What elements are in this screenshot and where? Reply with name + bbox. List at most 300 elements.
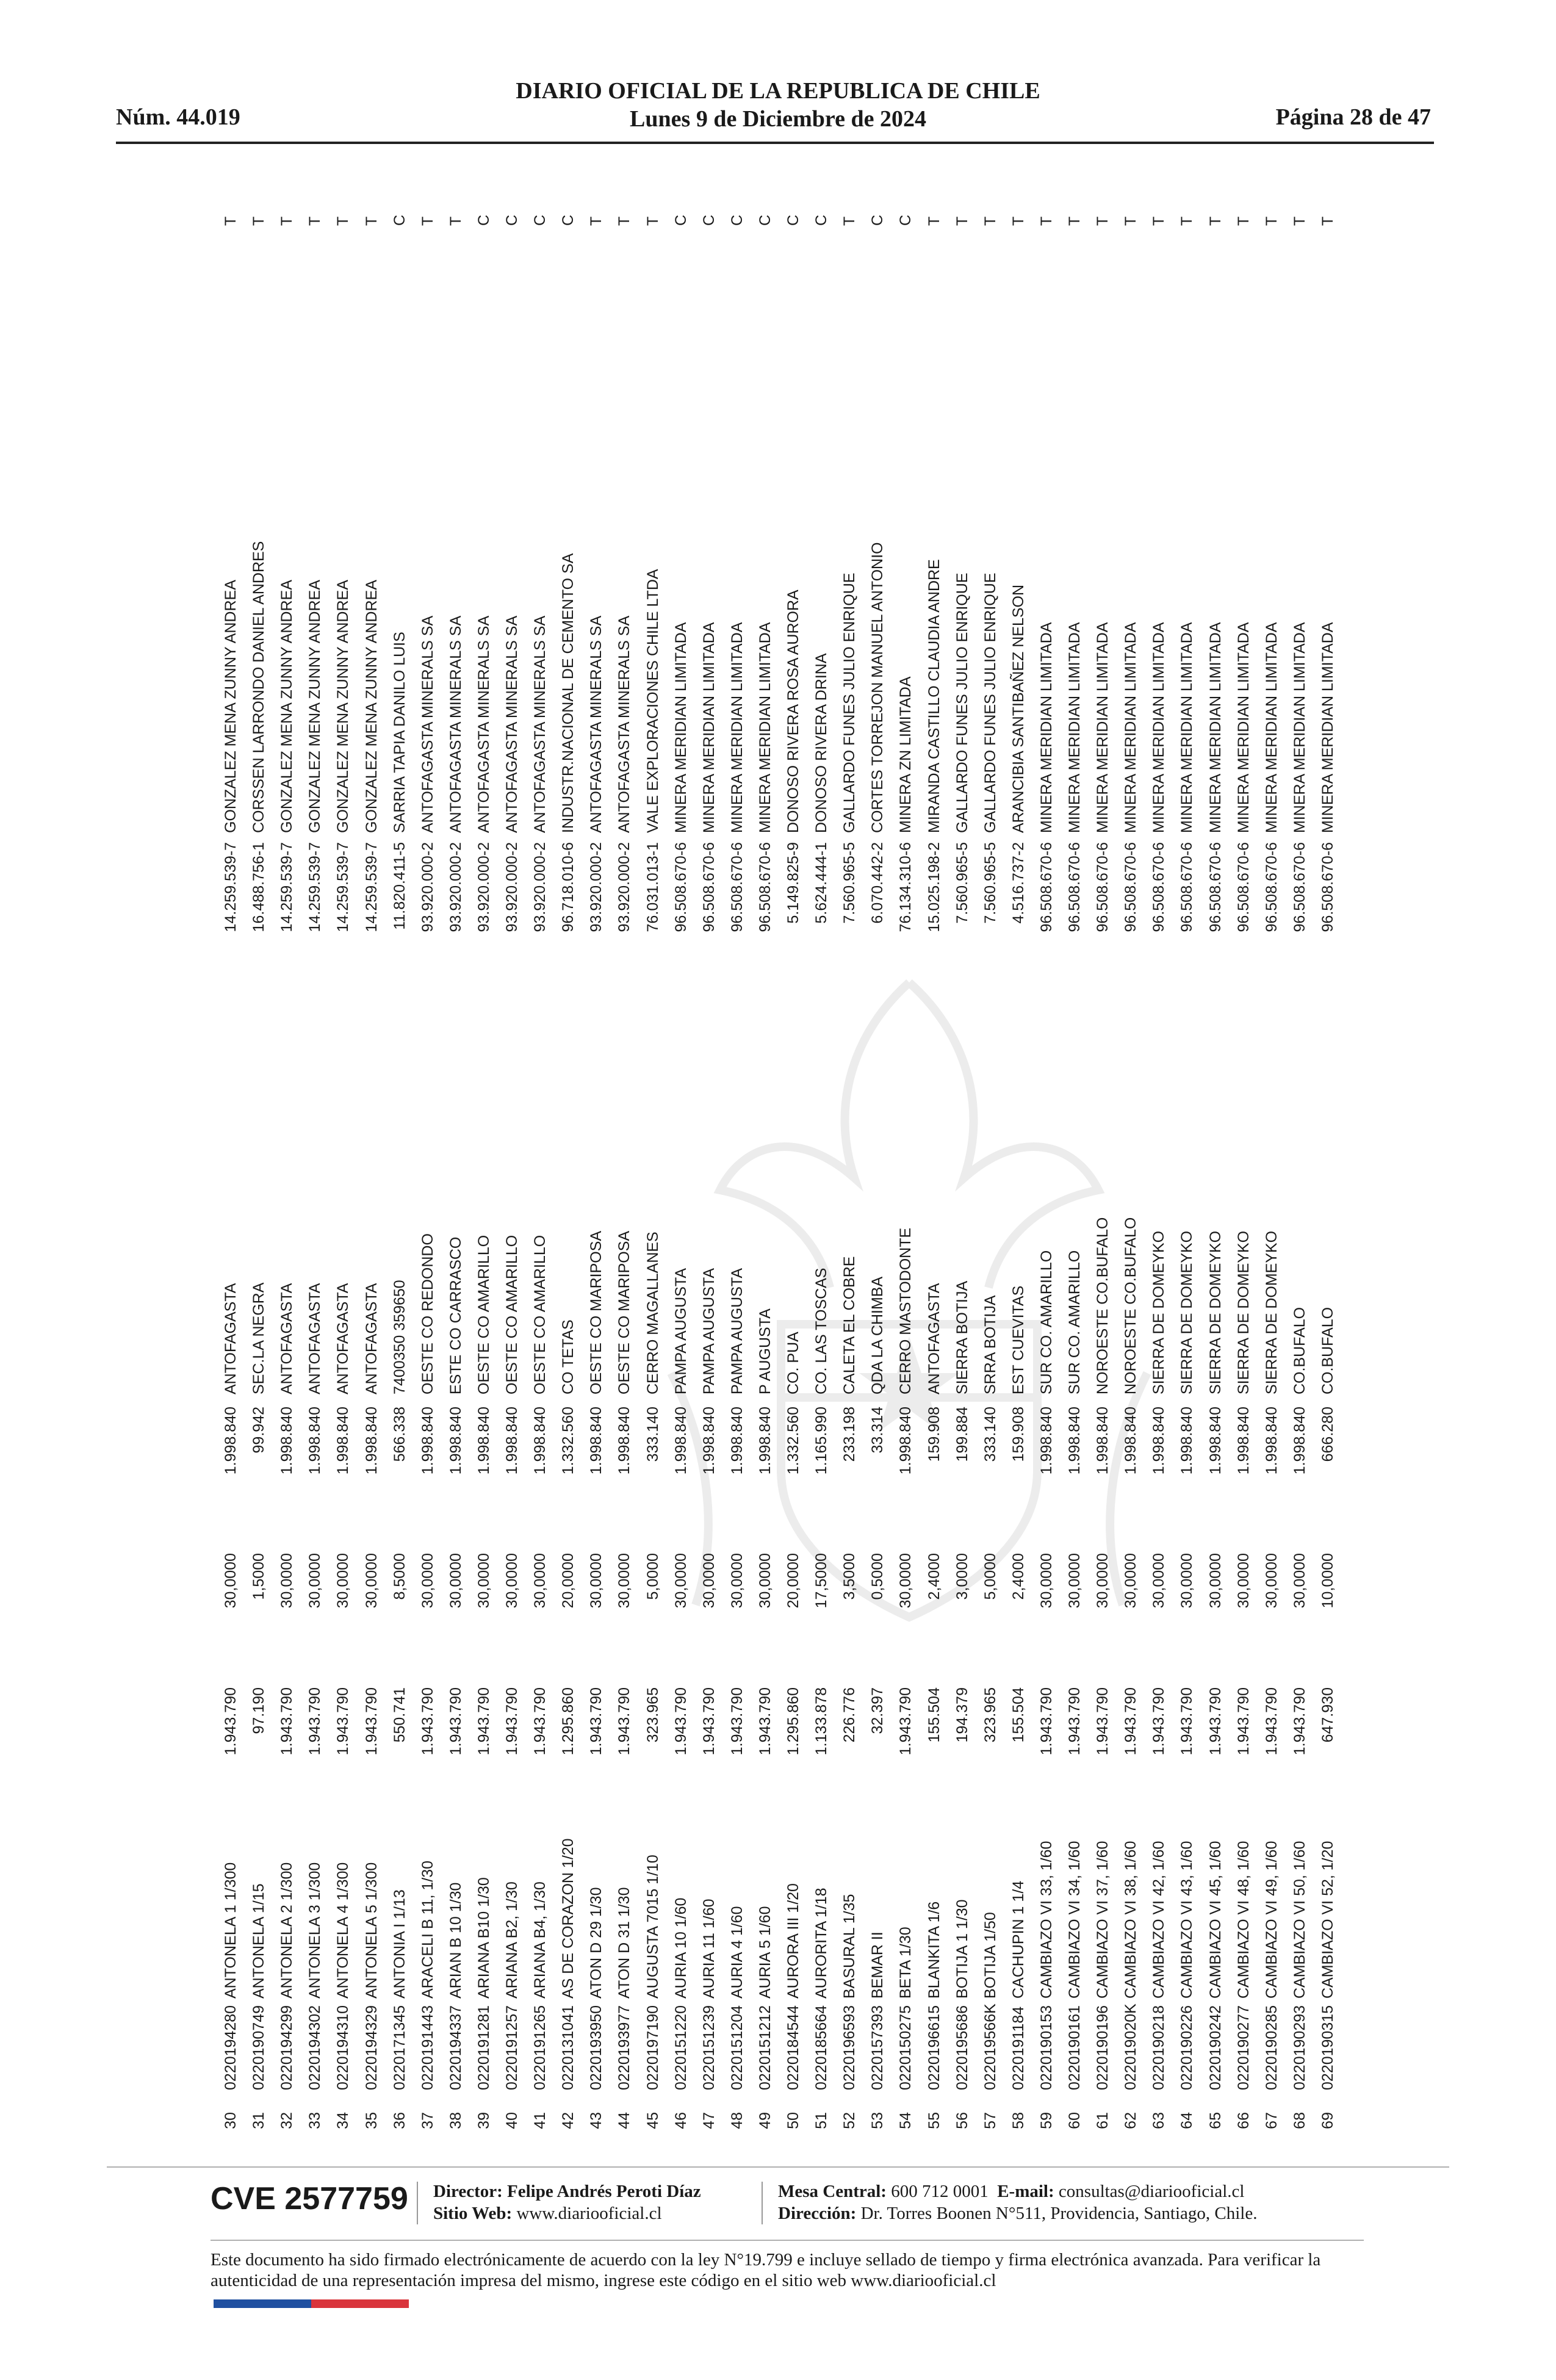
row-concession-name: ARACELI B 11, 1/30: [419, 1860, 436, 1999]
row-number: 66: [1234, 2112, 1252, 2129]
row-surface: 1.295.860: [785, 1687, 802, 1756]
row-owner: VALE EXPLORACIONES CHILE LTDA: [644, 569, 661, 833]
table-row: [554, 211, 582, 2139]
table-row: [1032, 211, 1061, 2139]
row-location: ANTOFAGASTA: [222, 1283, 239, 1394]
row-rol: 0220184544: [785, 2005, 802, 2090]
row-concession-name: CAMBIAZO VI 43, 1/60: [1178, 1841, 1196, 1999]
row-surface: 97.190: [250, 1687, 268, 1734]
row-location: SUR CO. AMARILLO: [1066, 1250, 1083, 1394]
row-rut: 96.508.670-6: [1094, 842, 1112, 932]
row-rut: 15.025.198-2: [925, 842, 943, 932]
table-row: [1314, 211, 1342, 2139]
row-rol: 022019020K: [1122, 2003, 1140, 2090]
row-surface: 1.943.790: [1234, 1687, 1252, 1756]
row-location: PAMPA AUGUSTA: [728, 1268, 746, 1394]
row-owner: MINERA MERIDIAN LIMITADA: [1178, 622, 1196, 833]
row-owner: DONOSO RIVERA DRINA: [813, 653, 830, 833]
row-rol: 0220194337: [447, 2005, 464, 2090]
row-owner: MINERA MERIDIAN LIMITADA: [1206, 622, 1224, 833]
row-surface: 550.741: [391, 1687, 408, 1743]
table-row: [217, 211, 245, 2139]
row-rut: 96.508.670-6: [1150, 842, 1168, 932]
row-type: T: [447, 216, 464, 226]
row-concession-name: AURIA 5 1/60: [756, 1906, 774, 1999]
row-rol: 0220194299: [278, 2005, 296, 2090]
row-value: 1.332.560: [560, 1407, 577, 1475]
row-number: 32: [278, 2112, 296, 2129]
row-type: C: [869, 214, 887, 226]
row-owner: GONZALEZ MENA ZUNNY ANDREA: [334, 580, 352, 833]
row-location: SIERRA BOTIJA: [953, 1280, 971, 1394]
row-location: ANTOFAGASTA: [306, 1283, 324, 1394]
row-hectares: 1,5000: [250, 1553, 268, 1600]
director-block: [433, 2180, 701, 2224]
row-rut: 96.508.670-6: [728, 842, 746, 932]
row-rol: 0220194302: [306, 2005, 324, 2090]
row-location: OESTE CO MARIPOSA: [588, 1230, 605, 1394]
row-value: 1.998.840: [728, 1407, 746, 1475]
row-hectares: 30,0000: [1291, 1553, 1308, 1609]
row-rut: 14.259.539-7: [306, 842, 324, 932]
row-type: T: [1009, 216, 1027, 226]
row-type: C: [672, 214, 690, 226]
row-surface: 1.133.878: [813, 1687, 830, 1756]
row-owner: MINERA MERIDIAN LIMITADA: [1150, 622, 1168, 833]
row-value: 1.998.840: [306, 1407, 324, 1475]
row-rol: 0220190277: [1234, 2005, 1252, 2090]
row-owner: MINERA MERIDIAN LIMITADA: [672, 622, 690, 833]
row-surface: 1.943.790: [728, 1687, 746, 1756]
table-row: [863, 211, 891, 2139]
row-value: 1.998.840: [1122, 1407, 1140, 1475]
row-rut: 96.508.670-6: [1037, 842, 1055, 932]
row-number: 42: [560, 2112, 577, 2129]
row-owner: MINERA MERIDIAN LIMITADA: [728, 622, 746, 833]
footer-separator: [762, 2182, 763, 2224]
row-value: 1.998.840: [1234, 1407, 1252, 1475]
row-rol: 0220193977: [616, 2005, 633, 2090]
row-location: CO. LAS TOSCAS: [813, 1268, 830, 1394]
row-concession-name: ANTONELA 1 1/300: [222, 1862, 239, 1999]
row-location: ANTOFAGASTA: [278, 1283, 296, 1394]
row-rut: 96.508.670-6: [1319, 842, 1336, 932]
row-hectares: 30,0000: [531, 1553, 549, 1609]
row-surface: 1.943.790: [588, 1687, 605, 1756]
table-row: [891, 211, 920, 2139]
row-type: C: [785, 214, 802, 226]
row-rol: 0220190293: [1291, 2005, 1308, 2090]
email-link[interactable]: consultas@diariooficial.cl: [1058, 2182, 1245, 2201]
row-surface: 1.295.860: [560, 1687, 577, 1756]
row-rut: 76.134.310-6: [897, 842, 915, 932]
table-row: [526, 211, 554, 2139]
row-surface: 1.943.790: [1178, 1687, 1196, 1756]
row-type: T: [278, 216, 296, 226]
row-value: 1.998.840: [897, 1407, 915, 1475]
row-location: CO.BUFALO: [1319, 1307, 1336, 1394]
row-concession-name: CACHUPIN 1 1/4: [1009, 1880, 1027, 1999]
row-type: T: [1150, 216, 1168, 226]
gazette-name: DIARIO OFICIAL DE LA REPUBLICA DE CHILE: [516, 78, 1040, 104]
issue-number: Núm. 44.019: [116, 104, 240, 130]
row-value: 1.998.840: [700, 1407, 718, 1475]
row-concession-name: CAMBIAZO VI 52, 1/20: [1319, 1841, 1336, 1999]
row-rut: 93.920.000-2: [475, 842, 492, 932]
row-owner: GONZALEZ MENA ZUNNY ANDREA: [362, 580, 380, 833]
row-concession-name: AURORA III 1/20: [785, 1883, 802, 1999]
table-row: [329, 211, 357, 2139]
row-hectares: 30,0000: [728, 1553, 746, 1609]
row-type: C: [531, 214, 549, 226]
row-owner: GONZALEZ MENA ZUNNY ANDREA: [278, 580, 296, 833]
row-concession-name: BOTIJA 1 1/30: [953, 1899, 971, 1999]
row-rut: 96.508.670-6: [1234, 842, 1252, 932]
row-owner: GALLARDO FUNES JULIO ENRIQUE: [953, 572, 971, 833]
row-rut: 14.259.539-7: [278, 842, 296, 932]
row-rol: 0220196615: [925, 2005, 943, 2090]
row-rol: 0220191281: [475, 2005, 492, 2090]
row-number: 41: [531, 2112, 549, 2129]
row-hectares: 8,5000: [391, 1553, 408, 1600]
row-rol: 0220151220: [672, 2005, 690, 2090]
row-value: 333.140: [644, 1407, 661, 1462]
row-surface: 1.943.790: [222, 1687, 239, 1756]
row-concession-name: ANTONELA 1/15: [250, 1883, 268, 1999]
row-number: 58: [1009, 2112, 1027, 2129]
row-hectares: 30,0000: [447, 1553, 464, 1609]
row-concession-name: ARIANA B2, 1/30: [503, 1881, 520, 1999]
row-hectares: 5,0000: [644, 1553, 661, 1600]
row-owner: MINERA MERIDIAN LIMITADA: [1122, 622, 1140, 833]
row-hectares: 30,0000: [419, 1553, 436, 1609]
row-surface: 155.504: [1009, 1687, 1027, 1743]
row-surface: 1.943.790: [503, 1687, 520, 1756]
table-row: [920, 211, 948, 2139]
row-type: C: [475, 214, 492, 226]
row-surface: 1.943.790: [475, 1687, 492, 1756]
address-label: Dirección:: [778, 2204, 857, 2223]
row-concession-name: ARIAN B 10 1/30: [447, 1882, 464, 1999]
row-type: T: [362, 216, 380, 226]
row-hectares: 30,0000: [616, 1553, 633, 1609]
row-value: 566.338: [391, 1407, 408, 1462]
email-label: E-mail:: [997, 2182, 1054, 2201]
row-rut: 93.920.000-2: [531, 842, 549, 932]
row-concession-name: ARIANA B4, 1/30: [531, 1881, 549, 1999]
row-location: OESTE CO MARIPOSA: [616, 1230, 633, 1394]
row-value: 1.998.840: [1094, 1407, 1112, 1475]
row-surface: 1.943.790: [1206, 1687, 1224, 1756]
row-location: CERRO MASTODONTE: [897, 1227, 915, 1394]
row-owner: ARANCIBIA SANTIBAÑEZ NELSON: [1009, 584, 1027, 833]
row-owner: GALLARDO FUNES JULIO ENRIQUE: [981, 572, 999, 833]
row-number: 50: [785, 2112, 802, 2129]
row-surface: 647.930: [1319, 1687, 1336, 1743]
row-concession-name: BETA 1/30: [897, 1927, 915, 1999]
row-owner: GALLARDO FUNES JULIO ENRIQUE: [841, 572, 859, 833]
row-hectares: 30,0000: [897, 1553, 915, 1609]
row-owner: MINERA MERIDIAN LIMITADA: [1291, 622, 1308, 833]
row-location: ESTE CO CARRASCO: [447, 1236, 464, 1394]
flag-stripe-blue: [214, 2299, 311, 2308]
row-number: 68: [1291, 2112, 1308, 2129]
row-hectares: 30,0000: [588, 1553, 605, 1609]
row-surface: 1.943.790: [278, 1687, 296, 1756]
row-concession-name: AURIA 4 1/60: [728, 1906, 746, 1999]
row-rut: 7.560.965-5: [953, 842, 971, 924]
row-rol: 0220196593: [841, 2005, 859, 2090]
row-rol: 0220190242: [1206, 2005, 1224, 2090]
row-location: EST CUEVITAS: [1009, 1285, 1027, 1394]
row-hectares: 30,0000: [756, 1553, 774, 1609]
row-value: 1.332.560: [785, 1407, 802, 1475]
row-number: 44: [616, 2112, 633, 2129]
row-rol: 0220194310: [334, 2005, 352, 2090]
row-number: 40: [503, 2112, 520, 2129]
table-row: [1258, 211, 1286, 2139]
website-link[interactable]: www.diariooficial.cl: [516, 2204, 662, 2223]
table-row: [667, 211, 695, 2139]
row-rut: 96.508.670-6: [1066, 842, 1083, 932]
row-surface: 1.943.790: [306, 1687, 324, 1756]
row-number: 54: [897, 2112, 915, 2129]
row-number: 37: [419, 2112, 436, 2129]
row-owner: MINERA MERIDIAN LIMITADA: [1066, 622, 1083, 833]
table-row: [1004, 211, 1032, 2139]
row-rol: 0220190161: [1066, 2005, 1083, 2090]
row-hectares: 30,0000: [1262, 1553, 1280, 1609]
row-concession-name: CAMBIAZO VI 38, 1/60: [1122, 1841, 1140, 1999]
row-surface: 226.776: [841, 1687, 859, 1743]
row-location: CO TETAS: [560, 1319, 577, 1394]
table-row: [976, 211, 1004, 2139]
row-type: T: [1037, 216, 1055, 226]
row-value: 1.998.840: [588, 1407, 605, 1475]
row-number: 35: [362, 2112, 380, 2129]
row-rut: 96.508.670-6: [1178, 842, 1196, 932]
row-location: OESTE CO AMARILLO: [475, 1235, 492, 1394]
table-row: [414, 211, 442, 2139]
row-rol: 0220185664: [813, 2005, 830, 2090]
row-location: 7400350 359650: [391, 1280, 408, 1394]
row-location: SIERRA DE DOMEYKO: [1234, 1230, 1252, 1394]
table-row: [1173, 211, 1201, 2139]
row-number: 64: [1178, 2112, 1196, 2129]
row-concession-name: CAMBIAZO VI 34, 1/60: [1066, 1841, 1083, 1999]
row-rol: 0220151204: [728, 2005, 746, 2090]
row-concession-name: CAMBIAZO VI 50, 1/60: [1291, 1841, 1308, 1999]
row-rut: 6.070.442-2: [869, 842, 887, 924]
row-rut: 5.624.444-1: [813, 842, 830, 924]
row-type: C: [503, 214, 520, 226]
row-surface: 323.965: [981, 1687, 999, 1743]
table-row: [1061, 211, 1089, 2139]
cve-code: CVE 2577759: [211, 2181, 408, 2216]
row-location: CO.BUFALO: [1291, 1307, 1308, 1394]
row-rut: 96.508.670-6: [700, 842, 718, 932]
row-type: T: [588, 216, 605, 226]
row-hectares: 30,0000: [1094, 1553, 1112, 1609]
row-number: 34: [334, 2112, 352, 2129]
row-rol: 0220190153: [1037, 2005, 1055, 2090]
table-row: [273, 211, 301, 2139]
row-concession-name: ANTONELA 3 1/300: [306, 1862, 324, 1999]
row-rol: 0220190218: [1150, 2005, 1168, 2090]
row-concession-name: BOTIJA 1/50: [981, 1912, 999, 1999]
row-concession-name: ANTONELA 5 1/300: [362, 1862, 380, 1999]
row-surface: 1.943.790: [616, 1687, 633, 1756]
row-hectares: 10,0000: [1319, 1553, 1336, 1609]
row-number: 36: [391, 2112, 408, 2129]
row-number: 63: [1150, 2112, 1168, 2129]
row-location: OESTE CO AMARILLO: [531, 1235, 549, 1394]
row-number: 46: [672, 2112, 690, 2129]
row-location: PAMPA AUGUSTA: [672, 1268, 690, 1394]
row-location: SIERRA DE DOMEYKO: [1150, 1230, 1168, 1394]
row-number: 48: [728, 2112, 746, 2129]
row-location: SIERRA DE DOMEYKO: [1178, 1230, 1196, 1394]
row-location: NOROESTE CO.BUFALO: [1122, 1217, 1140, 1394]
row-type: T: [1094, 216, 1112, 226]
row-rut: 96.508.670-6: [672, 842, 690, 932]
table-row: [779, 211, 807, 2139]
row-surface: 194.379: [953, 1687, 971, 1743]
row-concession-name: AURIA 11 1/60: [700, 1899, 718, 1999]
mining-concessions-table: [217, 211, 1345, 2139]
row-type: T: [1262, 216, 1280, 226]
row-rut: 16.488.756-1: [250, 842, 268, 932]
row-value: 1.998.840: [616, 1407, 633, 1475]
row-owner: ANTOFAGASTA MINERALS SA: [531, 615, 549, 833]
row-type: C: [756, 214, 774, 226]
row-location: OESTE CO AMARILLO: [503, 1235, 520, 1394]
row-value: 1.998.840: [447, 1407, 464, 1475]
row-rol: 0220191257: [503, 2005, 520, 2090]
row-rol: 0220171345: [391, 2005, 408, 2090]
row-surface: 1.943.790: [672, 1687, 690, 1756]
row-number: 55: [925, 2112, 943, 2129]
row-value: 1.998.840: [278, 1407, 296, 1475]
row-owner: ANTOFAGASTA MINERALS SA: [503, 615, 520, 833]
row-rut: 93.920.000-2: [447, 842, 464, 932]
row-value: 159.908: [1009, 1407, 1027, 1462]
row-value: 99.942: [250, 1407, 268, 1454]
row-rut: 14.259.539-7: [222, 842, 239, 932]
row-value: 1.998.840: [475, 1407, 492, 1475]
table-row: [835, 211, 863, 2139]
row-rut: 93.920.000-2: [419, 842, 436, 932]
table-row: [639, 211, 667, 2139]
row-rol: 0220190749: [250, 2005, 268, 2090]
row-type: T: [1206, 216, 1224, 226]
row-number: 39: [475, 2112, 492, 2129]
row-owner: ANTOFAGASTA MINERALS SA: [616, 615, 633, 833]
table-row: [582, 211, 610, 2139]
row-location: ANTOFAGASTA: [362, 1283, 380, 1394]
row-hectares: 30,0000: [362, 1553, 380, 1609]
row-concession-name: BEMAR II: [869, 1931, 887, 1999]
row-value: 1.998.840: [756, 1407, 774, 1475]
row-number: 45: [644, 2112, 661, 2129]
address-text: Dr. Torres Boonen N°511, Providencia, Santiago, Chile.: [860, 2204, 1258, 2223]
row-value: 199.884: [953, 1407, 971, 1462]
row-rol: 0220131041: [560, 2005, 577, 2090]
row-surface: 1.943.790: [419, 1687, 436, 1756]
row-owner: CORTES TORREJON MANUEL ANTONIO: [869, 542, 887, 833]
row-rol: 0220190196: [1094, 2005, 1112, 2090]
row-concession-name: BLANKITA 1/6: [925, 1901, 943, 1999]
row-hectares: 0,5000: [869, 1553, 887, 1600]
row-hectares: 30,0000: [1066, 1553, 1083, 1609]
row-rut: 93.920.000-2: [588, 842, 605, 932]
row-owner: MINERA ZN LIMITADA: [897, 676, 915, 833]
row-hectares: 30,0000: [1234, 1553, 1252, 1609]
row-rol: 0220150275: [897, 2005, 915, 2090]
row-surface: 155.504: [925, 1687, 943, 1743]
table-row: [1145, 211, 1173, 2139]
row-value: 1.998.840: [1150, 1407, 1168, 1475]
table-row: [358, 211, 386, 2139]
row-location: OESTE CO REDONDO: [419, 1233, 436, 1394]
row-location: P AUGUSTA: [756, 1308, 774, 1394]
row-type: T: [419, 216, 436, 226]
row-location: CO. PUA: [785, 1332, 802, 1394]
row-concession-name: AURORITA 1/18: [813, 1888, 830, 1999]
contact-block: [778, 2180, 1257, 2224]
row-value: 1.998.840: [1206, 1407, 1224, 1475]
row-rol: 0220151212: [756, 2005, 774, 2090]
row-hectares: 3,0000: [953, 1553, 971, 1600]
row-value: 1.998.840: [1066, 1407, 1083, 1475]
row-value: 1.165.990: [813, 1407, 830, 1475]
row-concession-name: AURIA 10 1/60: [672, 1897, 690, 1999]
row-rol: 0220195686: [953, 2005, 971, 2090]
row-concession-name: CAMBIAZO VI 37, 1/60: [1094, 1841, 1112, 1999]
row-number: 53: [869, 2112, 887, 2129]
row-hectares: 30,0000: [1122, 1553, 1140, 1609]
row-type: T: [1122, 216, 1140, 226]
phone-label: Mesa Central:: [778, 2182, 887, 2201]
row-number: 69: [1319, 2112, 1336, 2129]
row-type: T: [1319, 216, 1336, 226]
row-number: 38: [447, 2112, 464, 2129]
row-owner: GONZALEZ MENA ZUNNY ANDREA: [306, 580, 324, 833]
row-rut: 5.149.825-9: [785, 842, 802, 924]
row-owner: MINERA MERIDIAN LIMITADA: [1037, 622, 1055, 833]
row-number: 49: [756, 2112, 774, 2129]
row-concession-name: ARIANA B10 1/30: [475, 1877, 492, 1999]
footer-divider-2: [211, 2240, 1364, 2241]
row-rol: 0220191443: [419, 2005, 436, 2090]
row-value: 159.908: [925, 1407, 943, 1462]
row-owner: MINERA MERIDIAN LIMITADA: [1262, 622, 1280, 833]
row-location: QDA LA CHIMBA: [869, 1276, 887, 1394]
row-surface: 323.965: [644, 1687, 661, 1743]
row-rut: 14.259.539-7: [334, 842, 352, 932]
row-type: C: [391, 214, 408, 226]
row-number: 51: [813, 2112, 830, 2129]
row-hectares: 30,0000: [503, 1553, 520, 1609]
footer-divider: [107, 2166, 1449, 2168]
row-rut: 96.508.670-6: [1206, 842, 1224, 932]
row-surface: 1.943.790: [756, 1687, 774, 1756]
row-number: 30: [222, 2112, 239, 2129]
row-type: C: [813, 214, 830, 226]
row-surface: 1.943.790: [334, 1687, 352, 1756]
row-surface: 1.943.790: [1037, 1687, 1055, 1756]
table-row: [1117, 211, 1145, 2139]
